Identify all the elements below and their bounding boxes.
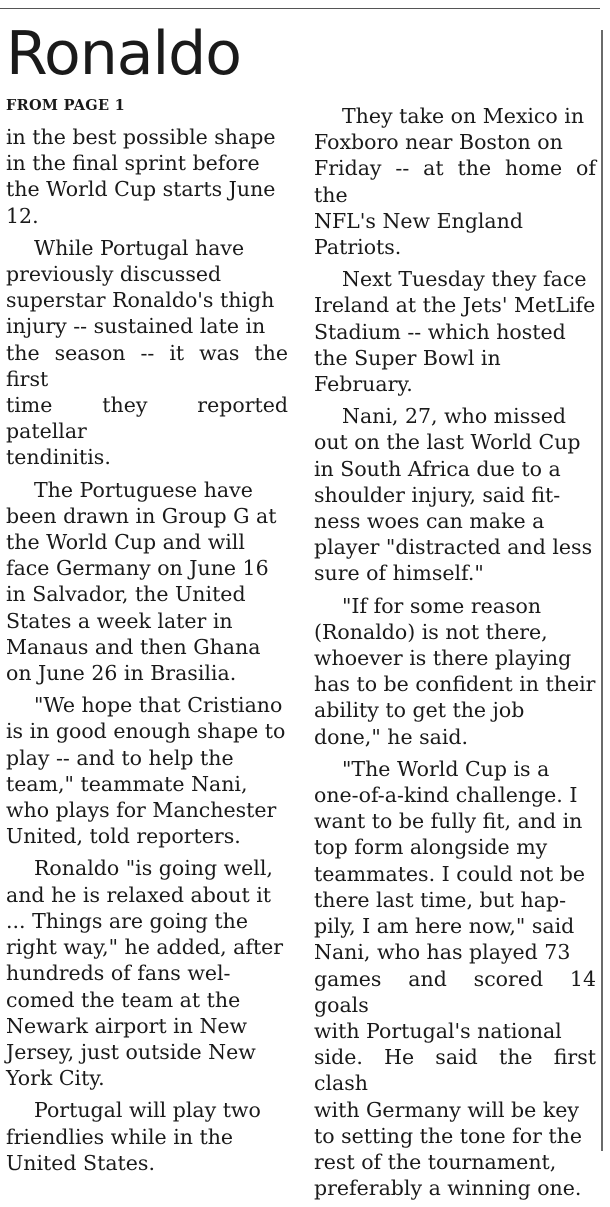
paragraph: Nani, 27, who missed out on the last World Cup in South Africa due to a shoulder injury, said fit- ness woes can make a player "distracted and less sure of himself."	[314, 404, 593, 586]
paragraph: "If for some reason (Ronaldo) is not there, whoever is there playing has to be confident in their ability to get the job done," he said.	[314, 593, 596, 749]
jump-line: FROM PAGE 1	[6, 97, 126, 114]
top-rule	[0, 8, 600, 9]
paragraph: Portugal will play two friendlies while in the United States.	[6, 1098, 261, 1175]
right-column	[314, 103, 596, 1207]
paragraph: They take on Mexico in Foxboro near Boston on Friday -- at the home of the NFL's New England Patriots.	[314, 104, 596, 260]
paragraph: The Portuguese have been drawn in Group G at the World Cup and will face Germany on June 16 in Salvador, the United States a week later in Manaus and then Ghana on June 26 in Brasilia.	[6, 477, 277, 686]
headline: Ronaldo	[6, 19, 241, 89]
paragraph: Ronaldo "is going well, and he is relaxed about it ... Things are going the right way," he added, after hundreds of fans wel- comed the team at the Newark airport in New Jersey, just outside New York City.	[6, 856, 284, 1091]
left-column	[6, 124, 288, 1182]
column-rule	[601, 30, 603, 1151]
paragraph: "The World Cup is a one-of-a-kind challenge. I want to be fully fit, and in top form alongside my teammates. I could not be there last time, but hap- pily, I am here now," said Nani, who has played 73 games and scored 14 goals with Portugal's national side. He said the first clash with Germany will be key to setting the tone for the rest of the tournament, preferably a winning one.	[314, 756, 596, 1201]
paragraph: While Portugal have previously discussed superstar Ronaldo's thigh injury -- sustained late in the season -- it was the first time they reported patellar tendinitis.	[6, 235, 288, 470]
paragraph: "We hope that Cristiano is in good enough shape to play -- and to help the team," teammate Nani, who plays for Manchester United, told reporters.	[6, 693, 286, 849]
paragraph: in the best possible shape in the final sprint before the World Cup starts June 12.	[6, 125, 276, 228]
paragraph: Next Tuesday they face Ireland at the Jets' MetLife Stadium -- which hosted the Super Bowl in February.	[314, 267, 596, 397]
